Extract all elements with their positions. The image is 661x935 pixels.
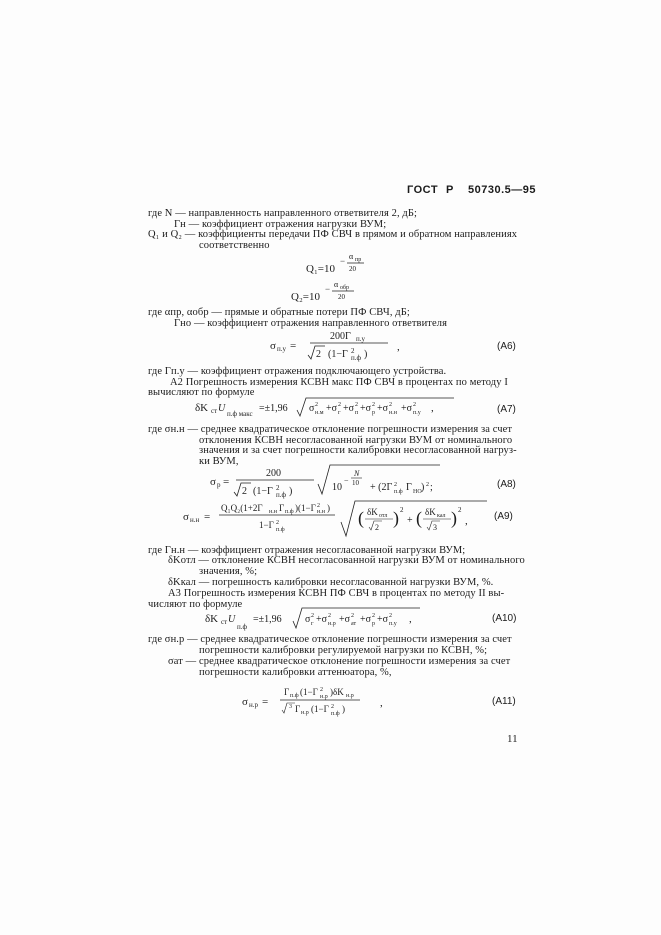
svg-text:200Γ: 200Γ	[330, 331, 351, 342]
svg-text:+σ: +σ	[377, 614, 389, 625]
svg-text:обр: обр	[340, 285, 350, 291]
svg-text:пр: пр	[355, 257, 362, 263]
svg-text:Γ: Γ	[284, 687, 290, 697]
formula-a10	[205, 605, 455, 637]
svg-text:N: N	[354, 469, 360, 478]
def-q-line-cont: соответственно	[199, 240, 270, 251]
svg-text:20: 20	[349, 265, 356, 273]
svg-text:(1−Γ: (1−Γ	[311, 704, 329, 714]
svg-text:н.р: н.р	[249, 701, 258, 709]
svg-text:10: 10	[332, 482, 342, 493]
svg-text:н.н: н.н	[317, 509, 325, 515]
svg-text:н.м: н.м	[315, 410, 324, 416]
svg-text:+σ: +σ	[401, 403, 413, 414]
def-delta-otl-line: δKотл — отклонение КСВН несогласованной нагрузки ВУМ от номинального	[168, 555, 525, 566]
svg-text:2: 2	[276, 520, 279, 526]
def-q-line: Q₁ и Q₂ — коэффициенты передачи ПФ СВЧ в прямом и обратном направлениях	[148, 229, 518, 240]
svg-text:н.н: н.н	[190, 516, 200, 524]
svg-text:Q₂=10: Q₂=10	[291, 291, 320, 303]
svg-text:НО: НО	[413, 489, 422, 495]
def-n-line: где N — направленность направленного ответвителя 2, дБ;	[148, 208, 417, 219]
def-sigma-np-cont: погрешности калибровки регулируемой нагрузки по КСВН, %;	[199, 645, 488, 656]
svg-text:=: =	[223, 476, 230, 488]
svg-text:+σ: +σ	[339, 614, 351, 625]
def-sigma-at-cont: погрешности калибровки аттенюатора, %,	[199, 667, 392, 678]
svg-text:Γ: Γ	[295, 704, 301, 714]
svg-text:20: 20	[338, 293, 345, 301]
svg-text:2: 2	[458, 506, 462, 514]
svg-text:2: 2	[372, 402, 375, 408]
svg-text:=±1,96: =±1,96	[259, 403, 288, 414]
svg-text:2: 2	[355, 402, 358, 408]
svg-text:п.ф: п.ф	[331, 711, 340, 717]
def-gamma-no-line: Γно — коэффициент отражения направленного ответвителя	[174, 318, 448, 329]
formula-a9	[183, 498, 493, 544]
svg-text:): )	[342, 704, 345, 714]
svg-text:п.у: п.у	[389, 621, 397, 627]
svg-text:+σ: +σ	[360, 403, 372, 414]
eq-a11-number: (А11)	[492, 696, 516, 707]
svg-text:2: 2	[389, 613, 392, 619]
svg-text:−: −	[344, 476, 349, 485]
svg-text:2: 2	[315, 402, 318, 408]
svg-text:;: ;	[430, 482, 433, 493]
svg-text:δK: δK	[367, 507, 378, 517]
section-a2-line: А2 Погрешность измерения КСВН макс ПФ СВЧ в процентах по методу I	[170, 377, 508, 388]
svg-text:(1−Γ: (1−Γ	[253, 486, 273, 497]
svg-text:ст: ст	[221, 618, 228, 626]
svg-text:г: г	[311, 621, 314, 627]
svg-text:+ (2Γ: + (2Γ	[370, 482, 393, 493]
svg-text:2: 2	[375, 523, 379, 532]
svg-text:Γ: Γ	[406, 482, 412, 493]
eq-a8-number: (А8)	[497, 479, 516, 490]
svg-text:2: 2	[426, 482, 429, 488]
svg-text:п.ф: п.ф	[394, 489, 403, 495]
svg-text:−: −	[340, 256, 346, 266]
svg-text:U: U	[228, 614, 236, 625]
svg-text:2: 2	[276, 484, 280, 492]
svg-text:): )	[451, 508, 457, 528]
svg-text:+σ: +σ	[343, 403, 355, 414]
svg-text:2: 2	[320, 687, 323, 693]
svg-text:2: 2	[389, 402, 392, 408]
svg-text:(1−Γ: (1−Γ	[328, 349, 348, 360]
svg-text:): )	[393, 508, 399, 528]
svg-text:−: −	[325, 284, 331, 294]
svg-text:=: =	[204, 511, 211, 523]
svg-text:2: 2	[331, 704, 334, 710]
svg-text:U: U	[218, 403, 226, 414]
standard-label: ГОСТ	[407, 184, 439, 196]
svg-text:кал: кал	[437, 513, 446, 519]
standard-number: 50730.5—95	[468, 184, 536, 196]
svg-text:2: 2	[351, 347, 355, 355]
eq-a10-number: (А10)	[492, 613, 517, 624]
svg-text:п.ф: п.ф	[290, 693, 299, 699]
standard-r-label: Р	[446, 184, 454, 196]
def-sigma-nn-line: где σн.н — среднее квадратическое отклонение погрешности измерения за счет	[148, 424, 513, 435]
svg-text:отл: отл	[379, 513, 388, 519]
svg-text:(1−Γ: (1−Γ	[300, 687, 318, 697]
def-sigma-nn-cont-3: ки ВУМ,	[199, 456, 239, 467]
eq-a7-number: (А7)	[497, 404, 516, 415]
eq-a9-number: (А9)	[494, 511, 513, 522]
svg-text:н.н: н.н	[269, 509, 277, 515]
svg-text:+: +	[407, 515, 413, 526]
svg-text:+σ: +σ	[326, 403, 338, 414]
svg-text:п.ф: п.ф	[285, 509, 294, 515]
svg-text:10: 10	[352, 479, 359, 487]
svg-text:2: 2	[394, 482, 397, 488]
svg-text:2: 2	[311, 613, 314, 619]
svg-text:,: ,	[409, 613, 412, 625]
svg-text:п.ф макс: п.ф макс	[227, 410, 253, 418]
formula-a11	[242, 683, 402, 723]
formula-a7	[195, 396, 465, 424]
svg-text:Γ: Γ	[279, 503, 285, 513]
svg-text:): )	[327, 503, 330, 513]
svg-text:3: 3	[433, 523, 437, 532]
svg-text:): )	[421, 482, 425, 493]
svg-text:2: 2	[351, 613, 354, 619]
svg-text:п.у: п.у	[356, 335, 365, 343]
svg-text:)(1−Γ: )(1−Γ	[295, 503, 316, 513]
svg-text:=: =	[290, 340, 297, 352]
svg-text:=±1,96: =±1,96	[253, 614, 282, 625]
svg-text:α: α	[349, 252, 354, 261]
svg-text:): )	[289, 486, 293, 497]
svg-text:3: 3	[289, 704, 292, 710]
section-a3-line: А3 Погрешность измерения КСВН ПФ СВЧ в процентах по методу II вы-	[168, 588, 505, 599]
svg-text:σ: σ	[210, 476, 216, 488]
svg-text:р: р	[372, 410, 375, 416]
section-a3-line-cont: числяют по формуле	[148, 599, 243, 610]
svg-text:(: (	[416, 508, 422, 528]
svg-text:н.р: н.р	[346, 693, 354, 699]
formula-a6	[270, 328, 410, 364]
def-sigma-at-line: σат — среднее квадратическое отклонение погрешности измерения за счет	[168, 656, 511, 667]
svg-text:2: 2	[316, 349, 321, 360]
def-gamma-n-line: Γн — коэффициент отражения нагрузки ВУМ;	[174, 219, 387, 230]
def-sigma-nn-cont-1: отклонения КСВН несогласованной нагрузки ВУМ от номинального	[199, 435, 513, 446]
svg-text:σ: σ	[270, 340, 276, 352]
def-sigma-np-line: где σн.р — среднее квадратическое отклонение погрешности измерения за счет	[148, 634, 512, 645]
svg-text:δK: δK	[195, 402, 209, 414]
svg-text:+σ: +σ	[360, 614, 372, 625]
svg-text:ат: ат	[351, 621, 357, 627]
svg-text:200: 200	[266, 468, 281, 479]
eq-a6-number: (А6)	[497, 341, 516, 352]
svg-text:δK: δK	[205, 613, 219, 625]
svg-text:п.ф: п.ф	[351, 354, 362, 362]
svg-text:г: г	[338, 410, 341, 416]
svg-text:2: 2	[242, 486, 247, 497]
svg-text:2: 2	[413, 402, 416, 408]
svg-text:,: ,	[431, 402, 434, 414]
svg-text:): )	[364, 349, 368, 360]
svg-text:)δK: )δK	[330, 687, 344, 697]
svg-text:н.р: н.р	[301, 710, 309, 716]
svg-text:2: 2	[372, 613, 375, 619]
svg-text:п.ф: п.ф	[276, 491, 287, 499]
def-sigma-nn-cont-2: значения и за счет погрешности калибровки несогласованной нагруз-	[199, 445, 517, 456]
formula-text-holder	[0, 0, 1, 1]
svg-text:(: (	[358, 508, 364, 528]
svg-text:п.у: п.у	[277, 345, 286, 353]
svg-text:2: 2	[338, 402, 341, 408]
svg-text:σ: σ	[305, 614, 311, 625]
svg-text:р: р	[217, 481, 221, 489]
section-a2-line-cont: вычисляют по формуле	[148, 387, 255, 398]
svg-text:σ: σ	[309, 403, 315, 414]
svg-text:н.н: н.н	[389, 410, 397, 416]
svg-text:,: ,	[380, 697, 383, 709]
svg-text:ст: ст	[211, 407, 218, 415]
svg-text:Q₁=10: Q₁=10	[306, 263, 335, 275]
svg-text:н.р: н.р	[320, 694, 328, 700]
svg-text:2: 2	[400, 506, 404, 514]
svg-text:2: 2	[317, 503, 320, 509]
svg-text:+σ: +σ	[316, 614, 328, 625]
page-number: 11	[507, 733, 518, 745]
eq-q1-text	[0, 0, 1, 1]
svg-text:н.р: н.р	[328, 621, 336, 627]
svg-text:,: ,	[397, 341, 400, 353]
svg-text:+σ: +σ	[377, 403, 389, 414]
svg-text:α: α	[334, 280, 339, 289]
svg-text:σ: σ	[242, 696, 248, 708]
svg-text:п: п	[355, 410, 359, 416]
formula-a8	[210, 463, 460, 503]
formula-q1-q2	[291, 250, 420, 303]
svg-text:,: ,	[465, 515, 468, 527]
def-alpha-line: где αпр, αобр — прямые и обратные потери ПФ СВЧ, дБ;	[148, 307, 410, 318]
svg-text:σ: σ	[183, 511, 189, 523]
def-gamma-pu-line: где Γп.у — коэффициент отражения подключающего устройства.	[148, 366, 447, 377]
def-gamma-nn-line: где Γн.н — коэффициент отражения несогласованной нагрузки ВУМ;	[148, 545, 466, 556]
def-delta-otl-cont: значения, %;	[199, 566, 258, 577]
svg-text:δK: δK	[425, 507, 436, 517]
svg-text:п.ф: п.ф	[237, 623, 248, 631]
svg-text:=: =	[262, 696, 269, 708]
svg-text:Q₁Q₂(1+2Γ: Q₁Q₂(1+2Γ	[221, 503, 263, 513]
svg-text:р: р	[372, 621, 375, 627]
svg-text:п.у: п.у	[413, 410, 421, 416]
svg-text:2: 2	[328, 613, 331, 619]
svg-text:п.ф: п.ф	[276, 527, 285, 533]
svg-text:1−Γ: 1−Γ	[259, 520, 274, 530]
def-delta-kal-line: δKкал — погрешность калибровки несогласованной нагрузки ВУМ, %.	[168, 577, 494, 588]
